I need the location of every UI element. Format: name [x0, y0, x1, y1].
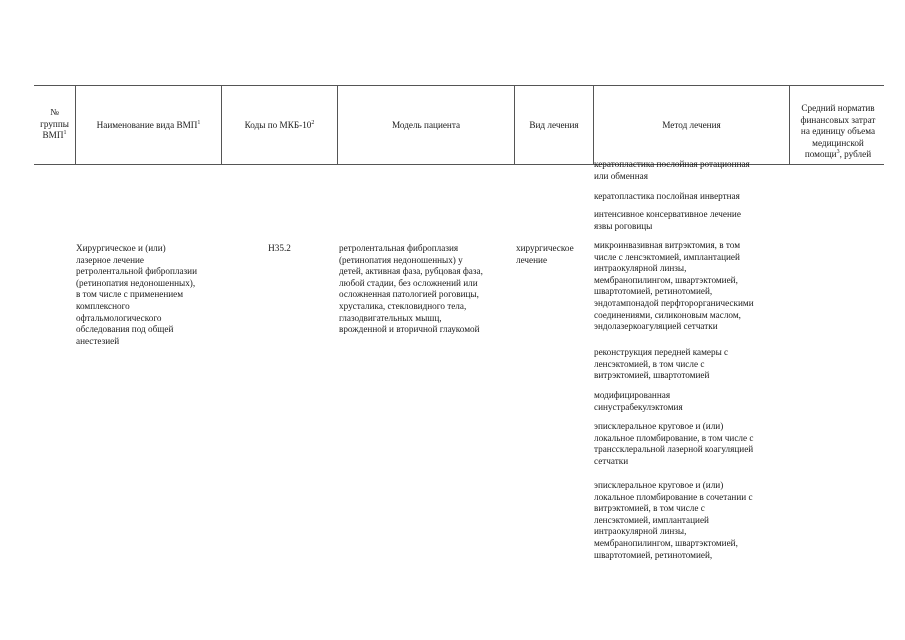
text-line: H35.2: [268, 243, 291, 253]
prev-method-2: [594, 191, 787, 203]
text-line: локальное пломбирование в сочетании с: [594, 491, 753, 502]
table-top-border: [34, 85, 884, 86]
header-treatment-method: [594, 120, 789, 132]
header-text: помощи: [804, 149, 837, 160]
text-line: анестезией: [76, 335, 120, 346]
text-line: офтальмологического: [76, 312, 162, 323]
text-line: язвы роговицы: [594, 220, 653, 231]
text-line: (ретинопатия недоношенных),: [76, 277, 196, 288]
text-line: (ретинопатия недоношенных) у: [339, 254, 463, 265]
text-line: любой стадии, без осложнений или: [339, 277, 478, 288]
text-line: витрэктомией, швартотомией: [594, 370, 710, 381]
header-text: Средний норматив: [801, 103, 875, 113]
method-5: [594, 480, 787, 561]
header-patient-model: [338, 120, 514, 132]
text-line: эписклеральное круговое и (или): [594, 480, 724, 490]
header-text: , рублей: [839, 149, 872, 160]
text-line: обследования под общей: [76, 324, 174, 335]
prev-method-3: [594, 209, 787, 232]
text-line: кератопластика послойная инвертная: [594, 191, 740, 201]
header-text: финансовых затрат: [800, 114, 876, 125]
footnote-marker: 2: [311, 119, 315, 126]
text-line: ленсэктомией, имплантацией: [594, 514, 709, 525]
text-line: Хирургическое и (или): [76, 243, 166, 253]
footnote-marker: 3: [836, 149, 840, 156]
footnote-marker: 1: [63, 130, 67, 137]
header-text: ВМП: [42, 130, 64, 141]
text-line: эписклеральное круговое и (или): [594, 421, 724, 431]
text-line: глазодвигательных мышц,: [339, 312, 442, 323]
text-line: ретролентальная фиброплазия: [339, 243, 459, 253]
text-line: модифицированная: [594, 390, 671, 400]
text-line: швартотомией, ретинотомией,: [594, 286, 713, 297]
footnote-marker: 1: [197, 119, 201, 126]
text-line: кератопластика послойная ротационная: [594, 159, 750, 169]
text-line: мембранопилингом, швартэктомией,: [594, 537, 738, 548]
header-text: на единицу объема: [800, 126, 876, 137]
method-4: [594, 421, 787, 467]
method-1: [594, 240, 787, 333]
text-line: интраокулярной линзы,: [594, 263, 687, 274]
text-line: эндотампонадой перфторорганическими: [594, 297, 754, 308]
header-text: Вид лечения: [529, 120, 579, 130]
text-line: локальное пломбирование, в том числе с: [594, 432, 754, 443]
text-line: швартотомией, ретинотомией,: [594, 549, 713, 560]
row-vmp-name: [76, 243, 221, 347]
text-line: интенсивное консервативное лечение: [594, 209, 741, 219]
header-text: Наименование вида ВМП: [96, 120, 198, 130]
prev-method-1: [594, 159, 787, 182]
header-treatment-type: [515, 120, 593, 132]
text-line: хирургическое: [516, 243, 574, 253]
header-icd-codes: [222, 120, 337, 132]
text-line: реконструкция передней камеры с: [594, 347, 729, 357]
text-line: числе с ленсэктомией, имплантацией: [594, 251, 740, 262]
text-line: или обменная: [594, 170, 648, 181]
text-line: врожденной и вторичной глаукомой: [339, 324, 480, 335]
text-line: мембранопилингом, швартэктомией,: [594, 274, 738, 285]
header-text: медицинской: [812, 137, 864, 148]
header-vmp-name: [76, 120, 221, 132]
header-text: Метод лечения: [662, 120, 721, 130]
header-group-number: [34, 107, 75, 142]
text-line: синустрабекулэктомия: [594, 401, 683, 412]
header-text: №: [50, 107, 59, 117]
text-line: хрусталика, стекловидного тела,: [339, 300, 467, 311]
text-line: сетчатки: [594, 455, 629, 466]
text-line: витрэктомией, в том числе с: [594, 503, 705, 514]
text-line: интраокулярной линзы,: [594, 526, 687, 537]
text-line: лечение: [516, 254, 548, 265]
row-icd-code: [222, 243, 337, 255]
header-text: группы: [40, 118, 69, 129]
row-treatment-type: [516, 243, 594, 266]
method-2: [594, 347, 787, 382]
text-line: осложненная патологией роговицы,: [339, 289, 479, 300]
text-line: в том числе с применением: [76, 289, 184, 300]
header-text: Коды по МКБ-10: [244, 120, 312, 130]
text-line: детей, активная фаза, рубцовая фаза,: [339, 266, 483, 277]
text-line: комплексного: [76, 300, 130, 311]
text-line: соединениями, силиконовым маслом,: [594, 309, 741, 320]
text-line: транссклеральной лазерной коагуляцией: [594, 444, 754, 455]
text-line: ретролентальной фиброплазии: [76, 266, 198, 277]
text-line: ленсэктомией, в том числе с: [594, 358, 705, 369]
header-cost: [786, 103, 890, 161]
row-patient-model: [339, 243, 515, 336]
method-3: [594, 390, 787, 413]
header-text: Модель пациента: [391, 120, 461, 130]
text-line: лазерное лечение: [76, 254, 145, 265]
text-line: микроинвазивная витрэктомия, в том: [594, 240, 741, 250]
text-line: эндолазеркоагуляцией сетчатки: [594, 321, 718, 332]
